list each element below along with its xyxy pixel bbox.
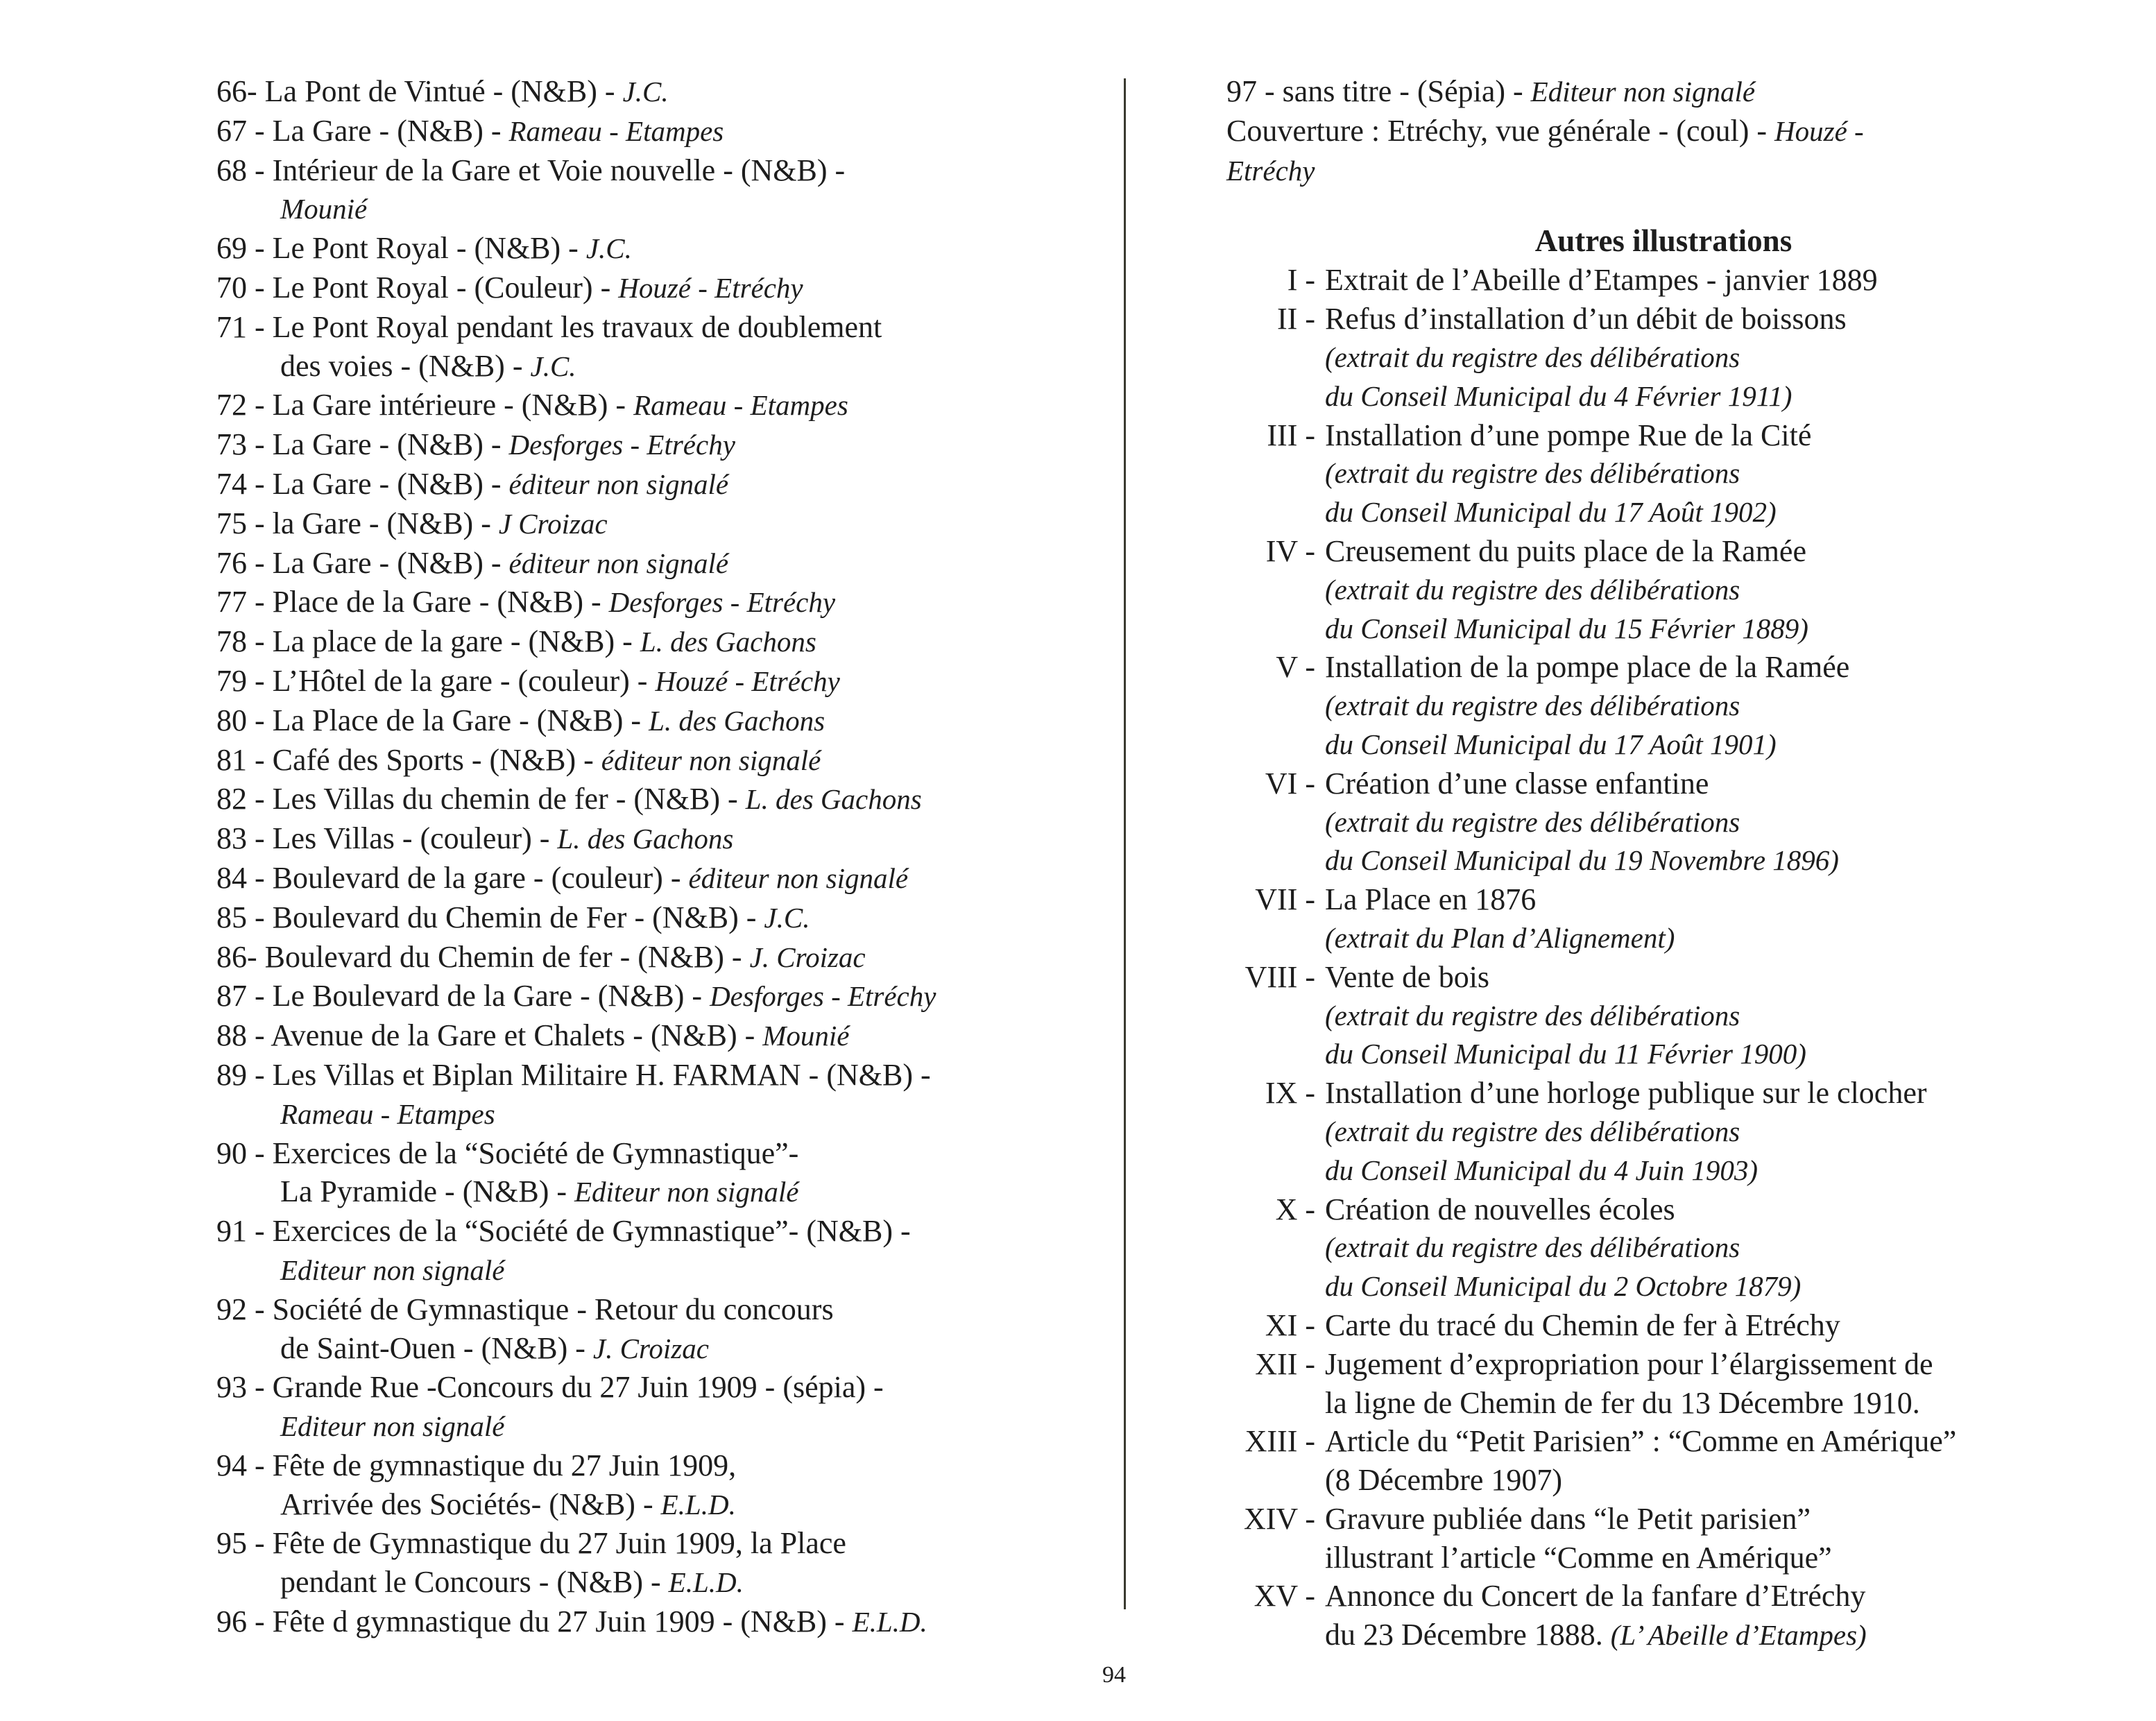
- list-entry-97: [1226, 72, 2101, 112]
- entry-number: 87 -: [216, 979, 265, 1013]
- illustration-title: Annonce du Concert de la fanfare d’Etréchy: [1325, 1579, 1866, 1613]
- roman-numeral: XII -: [1255, 1346, 1315, 1381]
- illustration-entry: [1226, 1306, 2101, 1345]
- entry-title-continued: pendant le Concours - (N&B) -: [280, 1565, 661, 1600]
- roman-numeral: V -: [1276, 650, 1315, 685]
- entry-number: 73 -: [216, 427, 265, 462]
- list-entry-continued: [216, 1172, 1070, 1212]
- illustration-detail: illustrant l’article “Comme en Amérique”: [1325, 1540, 1832, 1575]
- entry-number: 69 -: [216, 231, 265, 266]
- entry-title: Café des Sports - (N&B) -: [272, 742, 594, 777]
- illustration-title: Jugement d’expropriation pour l’élargissement de: [1325, 1346, 1933, 1381]
- list-entry: [216, 701, 1070, 741]
- entry-title: La Gare intérieure - (N&B) -: [272, 388, 626, 422]
- entry-title: Le Pont Royal pendant les travaux de doublement: [272, 309, 882, 344]
- illustration-source: (L’ Abeille d’Etampes): [1610, 1619, 1867, 1652]
- illustration-title: Installation de la pompe place de la Ramée: [1325, 650, 1850, 685]
- illustration-entry: [1226, 1500, 2101, 1539]
- roman-numeral: X -: [1275, 1192, 1315, 1226]
- roman-numeral: II -: [1277, 302, 1315, 336]
- entry-title: Le Pont Royal - (Couleur) -: [272, 270, 611, 305]
- list-entry: [216, 1134, 1070, 1173]
- left-column: [216, 72, 1070, 1642]
- entry-title: Le Pont Royal - (N&B) -: [272, 231, 579, 266]
- cover-title: Couverture : Etréchy, vue générale - (coul) -: [1226, 113, 1768, 148]
- entry-editor: Editeur non signalé: [280, 1410, 505, 1443]
- page-number: 94: [1102, 1662, 1126, 1688]
- entry-title: Fête de Gymnastique du 27 Juin 1909, la Place: [272, 1526, 846, 1561]
- illustration-source: du Conseil Municipal du 4 Février 1911): [1325, 379, 1793, 412]
- illustration-title: Extrait de l’Abeille d’Etampes - janvier 1889: [1325, 263, 1878, 298]
- list-entry: [216, 977, 1070, 1016]
- illustration-source: du Conseil Municipal du 4 Juin 1903): [1325, 1154, 1759, 1186]
- entry-number: 76 -: [216, 545, 265, 580]
- entry-title: Fête de gymnastique du 27 Juin 1909,: [272, 1448, 737, 1482]
- entry-title: La Gare - (N&B) -: [272, 545, 502, 580]
- entry-title-continued: de Saint-Ouen - (N&B) -: [280, 1330, 585, 1365]
- entry-title-continued: des voies - (N&B) -: [280, 348, 523, 383]
- entry-editor: Houzé - Etréchy: [618, 271, 803, 304]
- entry-editor: E.L.D.: [660, 1488, 736, 1521]
- illustration-title: Création de nouvelles écoles: [1325, 1192, 1675, 1226]
- illustration-title: Création d’une classe enfantine: [1325, 766, 1709, 800]
- illustration-title: Vente de bois: [1325, 959, 1490, 994]
- entry-editor: J.C.: [530, 350, 576, 382]
- entry-title: La Gare - (N&B) -: [272, 466, 502, 501]
- illustration-title-continued: [1226, 1616, 2101, 1655]
- list-entry: [216, 425, 1070, 465]
- cover-editor-continued: Etréchy: [1226, 154, 1315, 187]
- entry-title: Les Villas - (couleur) -: [272, 821, 550, 856]
- roman-numeral: III -: [1267, 418, 1315, 452]
- roman-numeral: XI -: [1265, 1308, 1315, 1342]
- illustration-detail: du 23 Décembre 1888.: [1325, 1618, 1603, 1652]
- illustration-title: Article du “Petit Parisien” : “Comme en Amérique”: [1325, 1424, 1957, 1459]
- illustration-source: (extrait du registre des délibérations: [1325, 999, 1740, 1031]
- illustration-title: Gravure publiée dans “le Petit parisien”: [1325, 1501, 1811, 1536]
- list-entry-continued: [216, 1563, 1070, 1602]
- entry-title: sans titre - (Sépia) -: [1282, 74, 1523, 108]
- illustration-title: Installation d’une pompe Rue de la Cité: [1325, 418, 1812, 452]
- list-entry-continued: [216, 189, 1070, 229]
- entry-number: 68 -: [216, 153, 265, 187]
- entry-number: 96 -: [216, 1604, 265, 1639]
- entry-title: La place de la gare - (N&B) -: [272, 624, 633, 659]
- illustration-entry: [1226, 880, 2101, 919]
- list-entry: [216, 465, 1070, 504]
- roman-numeral: XIV -: [1243, 1501, 1315, 1536]
- list-entry: [216, 1016, 1070, 1056]
- entry-title: L’Hôtel de la gare - (couleur) -: [272, 663, 648, 698]
- entry-number: 66-: [216, 74, 257, 108]
- list-entry: [216, 72, 1070, 112]
- column-divider: [1124, 78, 1126, 1609]
- entry-editor: Mounié: [762, 1020, 850, 1052]
- list-entry: [216, 504, 1070, 544]
- list-entry: [216, 386, 1070, 425]
- entry-editor: Editeur non signalé: [280, 1253, 505, 1286]
- roman-numeral: XIII -: [1244, 1424, 1315, 1459]
- illustration-entry: [1226, 1577, 2101, 1616]
- illustration-detail: (8 Décembre 1907): [1325, 1463, 1563, 1498]
- illustrations-list: [1226, 261, 2101, 1306]
- entry-number: 93 -: [216, 1370, 265, 1405]
- illustration-entry: [1226, 532, 2101, 571]
- entry-number: 77 -: [216, 585, 265, 619]
- entry-editor: Rameau - Etampes: [508, 114, 724, 147]
- list-entry-continued: [216, 1251, 1070, 1290]
- list-entry: [216, 1446, 1070, 1485]
- entry-title: Boulevard du Chemin de Fer - (N&B) -: [272, 900, 757, 934]
- entry-number: 81 -: [216, 742, 265, 777]
- illustration-entry: [1226, 958, 2101, 997]
- entry-number: 89 -: [216, 1057, 265, 1092]
- entry-editor: J.C.: [622, 76, 669, 108]
- right-column: [1226, 72, 2101, 1655]
- illustration-entry: [1226, 764, 2101, 803]
- entry-editor: J.C.: [764, 901, 810, 934]
- list-entry-continued: [216, 1095, 1070, 1134]
- entry-title: Les Villas du chemin de fer - (N&B) -: [272, 782, 738, 816]
- entry-number: 80 -: [216, 703, 265, 737]
- entry-number: 88 -: [216, 1018, 265, 1053]
- illustration-source: du Conseil Municipal du 2 Octobre 1879): [1325, 1270, 1802, 1303]
- entry-editor: L. des Gachons: [649, 704, 825, 737]
- illustration-title-continued: [1226, 1539, 2101, 1577]
- illustrations-list-continued: [1226, 1306, 2101, 1655]
- illustration-entry: [1226, 300, 2101, 339]
- illustration-source: du Conseil Municipal du 19 Novembre 1896): [1325, 844, 1839, 877]
- entry-title-continued: La Pyramide - (N&B) -: [280, 1174, 567, 1209]
- list-entry: [216, 780, 1070, 819]
- list-entry: [216, 308, 1070, 347]
- list-entry: [216, 1524, 1070, 1563]
- list-entry: [216, 1290, 1070, 1329]
- list-entry: [216, 938, 1070, 977]
- list-entry-continued: [216, 1407, 1070, 1446]
- list-entry: [216, 859, 1070, 898]
- illustration-source: (extrait du registre des délibérations: [1325, 1115, 1740, 1147]
- illustration-title: Creusement du puits place de la Ramée: [1325, 533, 1806, 568]
- entry-title: Fête d gymnastique du 27 Juin 1909 - (N&B) -: [272, 1604, 845, 1639]
- entry-title: La Pont de Vintué - (N&B) -: [264, 74, 615, 108]
- list-entry: [216, 229, 1070, 268]
- cover-entry: [1226, 112, 2101, 151]
- entry-title: Place de la Gare - (N&B) -: [272, 585, 601, 619]
- roman-numeral: IX -: [1265, 1076, 1315, 1111]
- list-entry: [216, 112, 1070, 151]
- entry-number: 70 -: [216, 270, 265, 305]
- entry-editor: Houzé - Etréchy: [655, 665, 840, 697]
- entry-editor: Mounié: [280, 193, 368, 225]
- entry-title: Intérieur de la Gare et Voie nouvelle - (N&B) -: [272, 153, 846, 187]
- entry-editor: J Croizac: [498, 507, 608, 540]
- illustration-title-continued: [1226, 1461, 2101, 1500]
- list-entry: [216, 583, 1070, 622]
- entry-number: 84 -: [216, 860, 265, 895]
- illustration-entry: [1226, 1074, 2101, 1113]
- illustration-title: La Place en 1876: [1325, 882, 1537, 917]
- entry-number: 92 -: [216, 1292, 265, 1326]
- entry-title-continued: Arrivée des Sociétés- (N&B) -: [280, 1487, 653, 1521]
- entry-number: 82 -: [216, 782, 265, 816]
- illustration-entry: [1226, 1345, 2101, 1384]
- illustration-source: (extrait du registre des délibérations: [1325, 341, 1740, 373]
- entry-editor: L. des Gachons: [557, 823, 734, 855]
- entry-editor: Editeur non signalé: [1530, 76, 1756, 108]
- list-entry: [216, 1056, 1070, 1095]
- list-entry: [216, 741, 1070, 780]
- entry-number: 72 -: [216, 388, 265, 422]
- list-entry: [216, 898, 1070, 938]
- entry-editor: Desforges - Etréchy: [508, 429, 735, 461]
- entry-number: 79 -: [216, 663, 265, 698]
- entry-editor: éditeur non signalé: [508, 468, 729, 500]
- entry-title: Avenue de la Gare et Chalets - (N&B) -: [271, 1018, 755, 1053]
- roman-numeral: XV -: [1254, 1579, 1315, 1613]
- entry-editor: J. Croizac: [749, 941, 866, 973]
- list-entry: [216, 544, 1070, 583]
- entry-title: Exercices de la “Société de Gymnastique”- (N&B) -: [272, 1214, 911, 1249]
- illustration-source: (extrait du Plan d’Alignement): [1325, 921, 1675, 954]
- entry-title: Société de Gymnastique - Retour du concours: [272, 1292, 834, 1326]
- illustration-entry: [1226, 1422, 2101, 1461]
- entry-title: La Gare - (N&B) -: [272, 427, 502, 462]
- entry-number: 71 -: [216, 309, 265, 344]
- illustration-source: (extrait du registre des délibérations: [1325, 690, 1740, 722]
- illustration-title-continued: [1226, 1384, 2101, 1423]
- entry-editor: J. Croizac: [592, 1332, 709, 1364]
- entry-editor: L. des Gachons: [745, 783, 922, 816]
- list-entry-continued: [216, 347, 1070, 386]
- illustration-source: (extrait du registre des délibérations: [1325, 457, 1740, 490]
- entry-editor: L. des Gachons: [640, 626, 816, 658]
- entry-editor: E.L.D.: [668, 1566, 744, 1599]
- illustration-source: du Conseil Municipal du 17 Août 1902): [1325, 496, 1777, 529]
- entry-editor: Desforges - Etréchy: [710, 980, 936, 1013]
- list-entry: [216, 819, 1070, 859]
- entry-number: 90 -: [216, 1136, 265, 1170]
- list-entry: [216, 268, 1070, 308]
- illustration-source: (extrait du registre des délibérations: [1325, 805, 1740, 838]
- section-heading: Autres illustrations: [1534, 223, 1793, 259]
- list-entry-continued: [216, 1485, 1070, 1525]
- illustration-title: Refus d’installation d’un débit de boissons: [1325, 302, 1847, 336]
- entry-title: La Gare - (N&B) -: [272, 113, 502, 148]
- entry-title: Grande Rue -Concours du 27 Juin 1909 - (sépia) -: [272, 1370, 884, 1405]
- entry-title: la Gare - (N&B) -: [272, 506, 491, 540]
- entry-number: 83 -: [216, 821, 265, 856]
- illustration-entry: [1226, 1190, 2101, 1229]
- roman-numeral: VII -: [1255, 882, 1315, 917]
- entry-number: 94 -: [216, 1448, 265, 1482]
- roman-numeral: VI -: [1265, 766, 1315, 800]
- entry-editor: éditeur non signalé: [601, 744, 821, 776]
- entry-editor: J.C.: [585, 232, 632, 265]
- entry-number: 67 -: [216, 113, 265, 148]
- illustration-entry: [1226, 261, 2101, 300]
- roman-numeral: I -: [1287, 263, 1315, 298]
- illustration-title: Carte du tracé du Chemin de fer à Etréchy: [1325, 1308, 1840, 1342]
- entry-title: Boulevard de la gare - (couleur) -: [272, 860, 681, 895]
- entry-title: Le Boulevard de la Gare - (N&B) -: [272, 979, 703, 1013]
- cover-entry-continued: [1226, 151, 2101, 191]
- illustration-entry: [1226, 416, 2101, 455]
- entry-number: 85 -: [216, 900, 265, 934]
- entry-number: 78 -: [216, 624, 265, 659]
- entry-editor: Rameau - Etampes: [280, 1097, 495, 1130]
- roman-numeral: VIII -: [1244, 959, 1315, 994]
- illustration-source: (extrait du registre des délibérations: [1325, 1231, 1740, 1264]
- entry-title: Boulevard du Chemin de fer - (N&B) -: [264, 939, 742, 974]
- roman-numeral: IV -: [1265, 533, 1315, 568]
- entry-editor: éditeur non signalé: [688, 862, 909, 894]
- entry-number: 91 -: [216, 1214, 265, 1249]
- entry-editor: éditeur non signalé: [508, 547, 729, 579]
- entry-number: 86-: [216, 939, 257, 974]
- entry-editor: Rameau - Etampes: [633, 389, 848, 422]
- list-entry: [216, 151, 1070, 190]
- entry-editor: E.L.D.: [852, 1606, 927, 1638]
- cover-editor: Houzé -: [1774, 114, 1864, 147]
- list-entry: [216, 1212, 1070, 1251]
- entry-editor: Editeur non signalé: [574, 1176, 799, 1208]
- illustration-title: Installation d’une horloge publique sur le clocher: [1325, 1076, 1927, 1111]
- list-entry: [216, 662, 1070, 701]
- illustration-source: du Conseil Municipal du 17 Août 1901): [1325, 728, 1777, 760]
- entry-title: Exercices de la “Société de Gymnastique”-: [272, 1136, 799, 1170]
- list-entry: [216, 622, 1070, 662]
- entry-editor: Desforges - Etréchy: [608, 586, 836, 619]
- entry-number: 75 -: [216, 506, 265, 540]
- list-entry-continued: [216, 1329, 1070, 1369]
- list-entry: [216, 1368, 1070, 1407]
- illustration-source: du Conseil Municipal du 11 Février 1900): [1325, 1038, 1806, 1070]
- illustration-source: du Conseil Municipal du 15 Février 1889): [1325, 612, 1808, 644]
- illustration-detail: la ligne de Chemin de fer du 13 Décembre 1910.: [1325, 1385, 1920, 1420]
- entry-number: 95 -: [216, 1526, 265, 1561]
- illustration-entry: [1226, 648, 2101, 687]
- list-entry: [216, 1602, 1070, 1642]
- entry-number: 74 -: [216, 466, 265, 501]
- entry-title: La Place de la Gare - (N&B) -: [272, 703, 642, 737]
- entry-title: Les Villas et Biplan Militaire H. FARMAN - (N&B) -: [272, 1057, 931, 1092]
- entry-number: 97 -: [1226, 74, 1275, 108]
- illustration-source: (extrait du registre des délibérations: [1325, 573, 1740, 606]
